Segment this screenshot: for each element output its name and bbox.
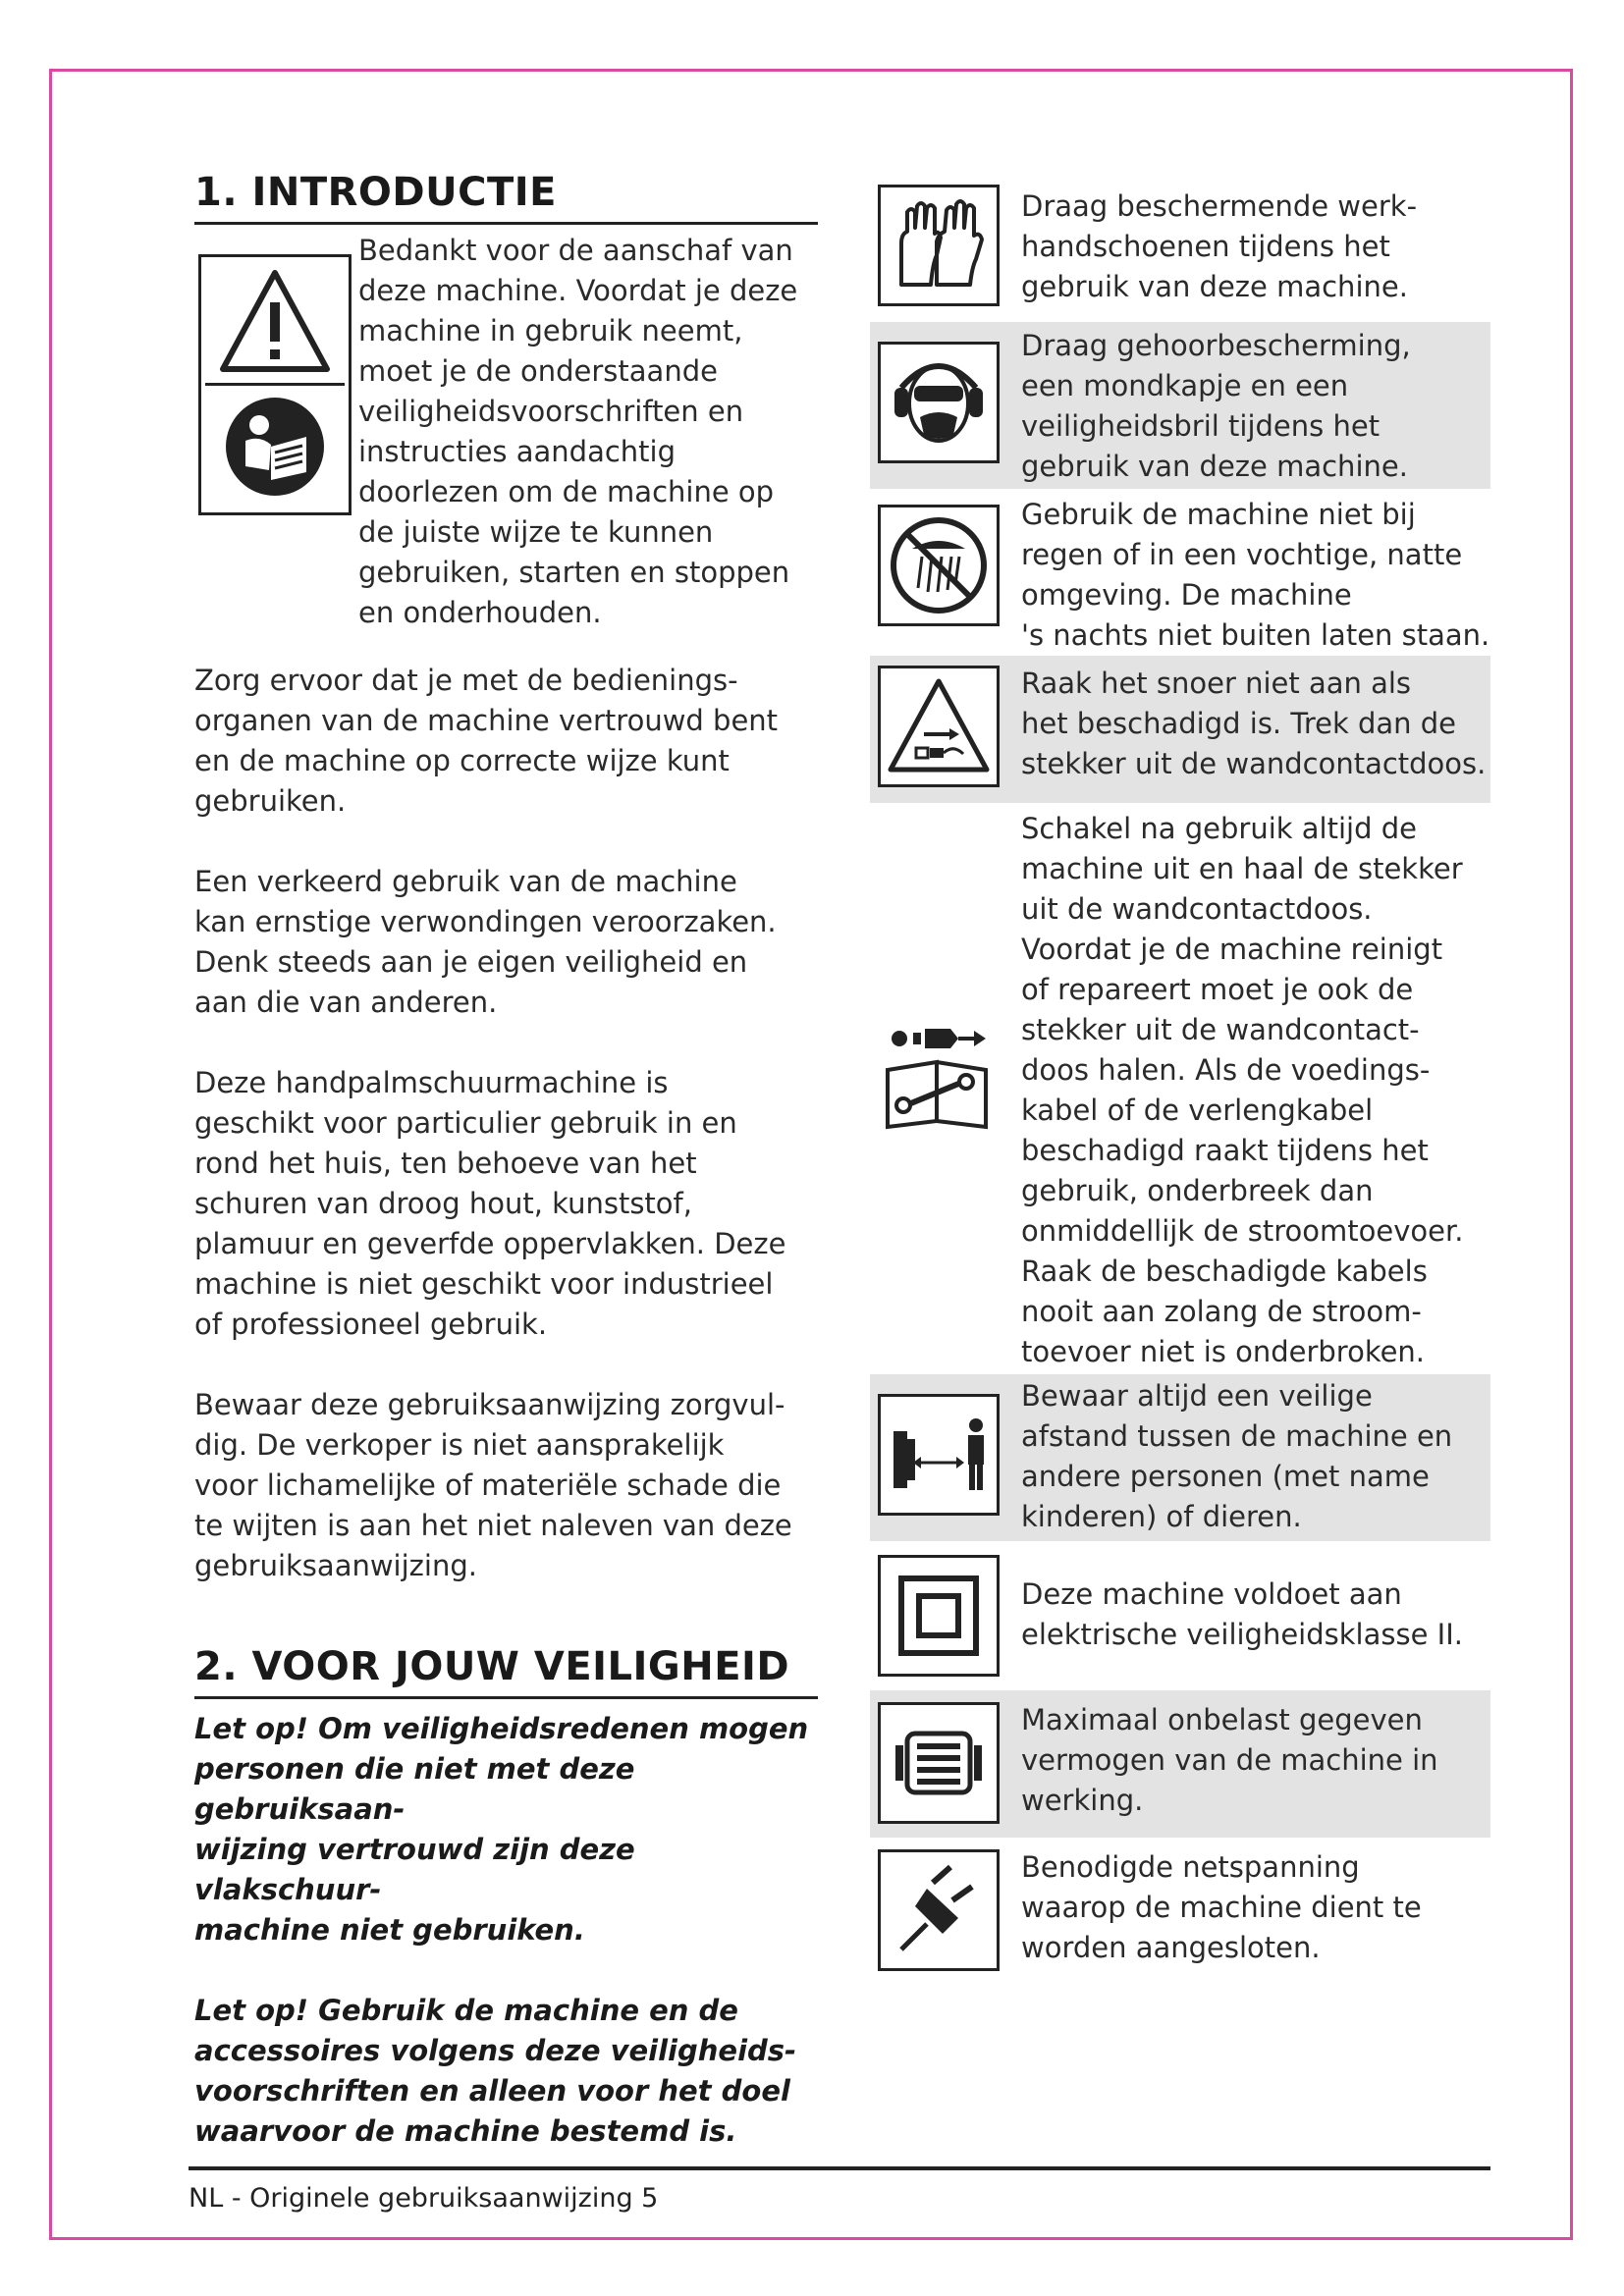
symbol-text (1021, 664, 1490, 784)
symbol-line: handschoenen tijdens het (1021, 230, 1390, 263)
note-line: Let op! Om veiligheidsredenen mogen (194, 1712, 809, 1745)
unplug-before-maintenance-icon (878, 1011, 1000, 1133)
note-line: Let op! Gebruik de machine en de (194, 1994, 738, 2027)
symbol-text (1021, 495, 1490, 656)
section-1-heading: 1. INTRODUCTIE (194, 169, 818, 225)
symbol-line: vermogen van de machine in (1021, 1743, 1438, 1777)
symbol-line: Gebruik de machine niet bij (1021, 498, 1416, 531)
symbol-line: afstand tussen de machine en (1021, 1419, 1453, 1453)
section-2-heading: 2. VOOR JOUW VEILIGHEID (194, 1643, 818, 1699)
paragraph-line: gebruiken. (194, 784, 347, 818)
symbol-text (1021, 1700, 1490, 1821)
symbol-row-voltage (870, 1838, 1490, 1985)
symbol-line: uit de wandcontactdoos. (1021, 892, 1373, 926)
symbol-line: Raak het snoer niet aan als (1021, 667, 1412, 700)
paragraph-line: kan ernstige verwondingen veroorzaken. (194, 905, 777, 938)
paragraph-line: plamuur en geverfde oppervlakken. Deze (194, 1227, 786, 1260)
paragraph-line: Zorg ervoor dat je met de bedienings- (194, 664, 738, 697)
paragraph-line: Denk steeds aan je eigen veiligheid en (194, 945, 748, 979)
symbol-text (1021, 187, 1490, 307)
symbol-row-power (870, 1690, 1490, 1838)
symbol-line: gebruik, onderbreek dan (1021, 1174, 1374, 1207)
paragraph-line: aan die van anderen. (194, 986, 498, 1019)
symbol-line: kabel of de verlengkabel (1021, 1094, 1374, 1127)
intro-text (358, 231, 820, 633)
left-column (194, 169, 818, 2152)
symbol-line: kinderen) of dieren. (1021, 1500, 1302, 1533)
symbol-line: machine uit en haal de stekker (1021, 852, 1463, 885)
paragraph-line: Een verkeerd gebruik van de machine (194, 865, 737, 898)
warning-read-manual-symbol (198, 254, 352, 515)
intro-line: Bedankt voor de aanschaf van (358, 234, 793, 267)
symbol-line: stekker uit de wandcontactdoos. (1021, 747, 1487, 780)
symbol-line: 's nachts niet buiten laten staan. (1021, 618, 1490, 652)
paragraph-line: rond het huis, ten behoeve van het (194, 1147, 697, 1180)
intro-line: doorlezen om de machine op (358, 475, 775, 508)
symbol-line: Deze machine voldoet aan (1021, 1577, 1402, 1611)
note-line: accessoires volgens deze veiligheids- (194, 2034, 797, 2067)
symbol-text (1021, 809, 1490, 1372)
safety-note-2 (194, 1991, 818, 2152)
motor-power-icon (878, 1702, 1000, 1824)
symbol-row-class-ii (870, 1541, 1490, 1690)
symbol-line: Schakel na gebruik altijd de (1021, 812, 1417, 845)
symbol-row-cord (870, 656, 1490, 803)
paragraph-intended-use (194, 1063, 818, 1345)
symbol-line: Maximaal onbelast gegeven (1021, 1703, 1423, 1736)
paragraph-line: machine is niet geschikt voor industrieel (194, 1267, 774, 1301)
symbol-line: veiligheidsbril tijdens het (1021, 409, 1380, 443)
warning-triangle-icon (205, 261, 345, 383)
symbol-line: toevoer niet is onderbroken. (1021, 1335, 1426, 1368)
paragraph-line: Deze handpalmschuurmachine is (194, 1066, 669, 1099)
keep-distance-icon (878, 1394, 1000, 1516)
symbol-line: stekker uit de wandcontact- (1021, 1013, 1420, 1046)
double-insulation-icon (878, 1555, 1000, 1677)
intro-line: machine in gebruik neemt, (358, 314, 743, 347)
symbol-line: beschadigd raakt tijdens het (1021, 1134, 1429, 1167)
symbol-row-no-rain (870, 489, 1490, 656)
symbol-line: andere personen (met name (1021, 1460, 1430, 1493)
intro-line: moet je de onderstaande (358, 354, 718, 388)
symbol-line: doos halen. Als de voedings- (1021, 1053, 1431, 1087)
paragraph-line: geschikt voor particulier gebruik in en (194, 1106, 737, 1140)
symbol-legend (870, 177, 1490, 1985)
safety-note-1 (194, 1709, 818, 1950)
symbol-line: Raak de beschadigde kabels (1021, 1255, 1428, 1288)
symbol-text (1021, 1376, 1490, 1537)
paragraph-line: organen van de machine vertrouwd bent (194, 704, 779, 737)
note-line: personen die niet met deze gebruiksaan- (194, 1752, 635, 1826)
note-line: waarvoor de machine bestemd is. (194, 2114, 737, 2148)
intro-line: instructies aandachtig (358, 435, 677, 468)
symbol-line: elektrische veiligheidsklasse II. (1021, 1618, 1463, 1651)
symbol-line: Draag beschermende werk- (1021, 189, 1418, 223)
paragraph-line: te wijten is aan het niet naleven van deze (194, 1509, 792, 1542)
mains-plug-icon (878, 1849, 1000, 1971)
note-line: machine niet gebruiken. (194, 1913, 585, 1947)
no-rain-icon (878, 505, 1000, 626)
symbol-row-distance (870, 1374, 1490, 1541)
read-manual-icon (205, 383, 345, 507)
symbol-line: gebruik van deze machine. (1021, 450, 1408, 483)
paragraph-keep-manual (194, 1385, 818, 1586)
symbol-line: een mondkapje en een (1021, 369, 1349, 402)
symbol-text (1021, 326, 1490, 487)
footer-rule (189, 2166, 1490, 2170)
symbol-line: onmiddellijk de stroomtoevoer. (1021, 1214, 1464, 1248)
symbol-row-gloves (870, 177, 1490, 322)
paragraph-controls (194, 661, 818, 822)
symbol-text (1021, 1575, 1490, 1655)
paragraph-misuse (194, 862, 818, 1023)
symbol-line: Benodigde netspanning (1021, 1850, 1360, 1884)
symbol-line: nooit aan zolang de stroom- (1021, 1295, 1422, 1328)
intro-line: gebruiken, starten en stoppen (358, 556, 790, 589)
symbol-line: Voordat je de machine reinigt (1021, 933, 1443, 966)
paragraph-line: dig. De verkoper is niet aansprakelijk (194, 1428, 725, 1462)
symbol-line: regen of in een vochtige, natte (1021, 538, 1463, 571)
intro-line: veiligheidsvoorschriften en (358, 395, 744, 428)
damaged-cord-warning-icon (878, 666, 1000, 787)
paragraph-line: en de machine op correcte wijze kunt (194, 744, 730, 777)
paragraph-line: of professioneel gebruik. (194, 1308, 548, 1341)
symbol-line: waarop de machine dient te (1021, 1891, 1422, 1924)
symbol-line: Draag gehoorbescherming, (1021, 329, 1411, 362)
intro-line: en onderhouden. (358, 596, 602, 629)
paragraph-line: gebruiksaanwijzing. (194, 1549, 477, 1582)
footer-page-label: NL - Originele gebruiksaanwijzing 5 (189, 2183, 659, 2214)
intro-block (194, 231, 818, 661)
symbol-row-protection (870, 322, 1490, 489)
paragraph-line: schuren van droog hout, kunststof, (194, 1187, 692, 1220)
note-line: wijzing vertrouwd zijn deze vlakschuur- (194, 1833, 635, 1906)
symbol-line: het beschadigd is. Trek dan de (1021, 707, 1456, 740)
ear-eye-mask-protection-icon (878, 342, 1000, 463)
paragraph-line: voor lichamelijke of materiële schade die (194, 1468, 782, 1502)
symbol-line: Bewaar altijd een veilige (1021, 1379, 1373, 1413)
symbol-line: of repareert moet je ook de (1021, 973, 1414, 1006)
intro-line: deze machine. Voordat je deze (358, 274, 798, 307)
symbol-line: worden aangesloten. (1021, 1931, 1321, 1964)
symbol-row-unplug (870, 803, 1490, 1374)
symbol-line: gebruik van deze machine. (1021, 270, 1408, 303)
symbol-line: werking. (1021, 1784, 1144, 1817)
paragraph-line: Bewaar deze gebruiksaanwijzing zorgvul- (194, 1388, 785, 1421)
note-line: voorschriften en alleen voor het doel (194, 2074, 790, 2108)
symbol-line: omgeving. De machine (1021, 578, 1352, 612)
intro-line: de juiste wijze te kunnen (358, 515, 714, 549)
symbol-text (1021, 1847, 1490, 1968)
gloves-icon (878, 185, 1000, 306)
